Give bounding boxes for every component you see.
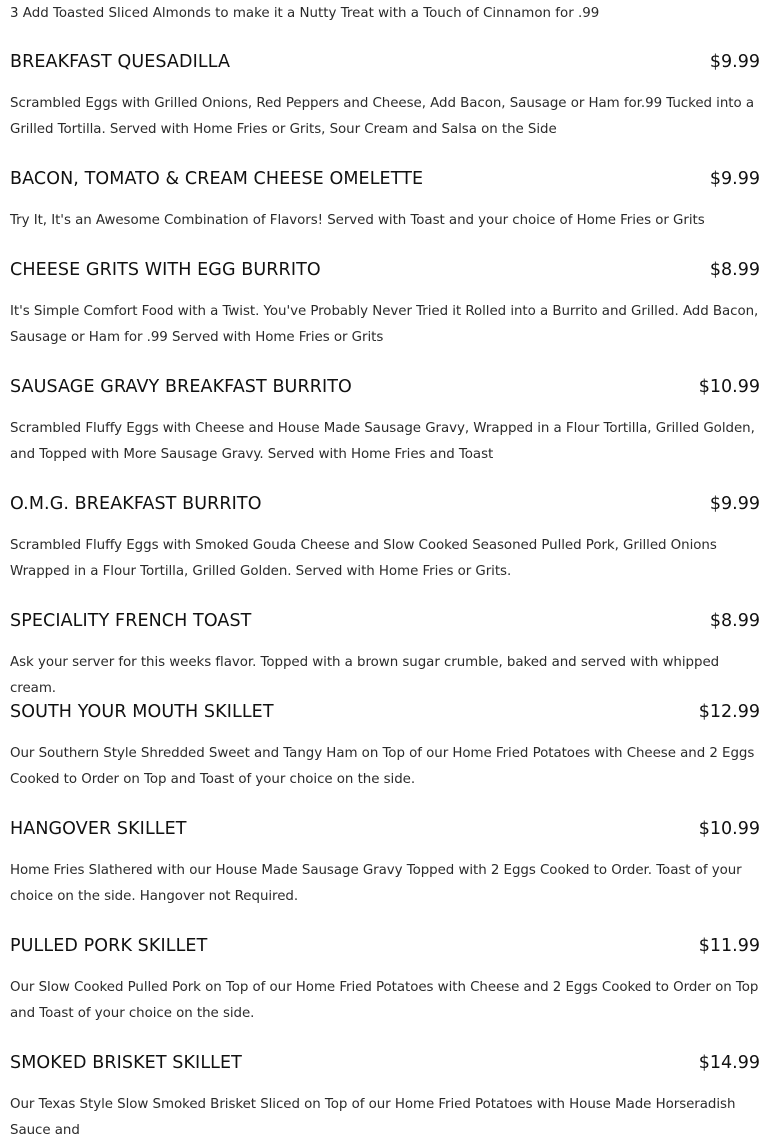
- menu-item-description: It's Simple Comfort Food with a Twist. You've Probably Never Tried it Rolled into a Burrito and Grilled. Add Bacon, Sausage or Ham for .99 Served with Home Fries or Grits: [10, 304, 759, 345]
- menu-item-description: Try It, It's an Awesome Combination of Flavors! Served with Toast and your choice of Home Fries or Grits: [10, 213, 705, 228]
- menu-item-header: [10, 608, 760, 634]
- menu-item-price: $10.99: [698, 377, 760, 397]
- menu-item-name: BREAKFAST QUESADILLA: [10, 52, 231, 72]
- menu-item-pulled-pork-skillet: [10, 933, 760, 1027]
- menu-item-french-toast: [10, 608, 760, 702]
- menu-item-header: [10, 816, 760, 842]
- menu-item-sausage-gravy-burrito: [10, 374, 760, 468]
- menu-item-name: SPECIALITY FRENCH TOAST: [10, 611, 252, 631]
- menu-item-price: $9.99: [709, 52, 760, 72]
- menu-item-price: $9.99: [709, 169, 760, 189]
- menu-item-description: Scrambled Fluffy Eggs with Cheese and House Made Sausage Gravy, Wrapped in a Flour Tortilla, Grilled Golden, and Topped with More Sausage Gravy. Served with Home Fries and Toast: [10, 421, 755, 462]
- menu-item-header: [10, 374, 760, 400]
- menu-item-price: $11.99: [698, 936, 760, 956]
- menu-item-breakfast-quesadilla: [10, 49, 760, 143]
- menu-item-price: $8.99: [709, 260, 760, 280]
- menu-item-name: HANGOVER SKILLET: [10, 819, 187, 839]
- menu-item-price: $8.99: [709, 611, 760, 631]
- menu-intro-text: 3 Add Toasted Sliced Almonds to make it a Nutty Treat with a Touch of Cinnamon for .99: [10, 6, 600, 21]
- menu-item-description: Ask your server for this weeks flavor. Topped with a brown sugar crumble, baked and served with whipped cream.: [10, 655, 720, 696]
- menu-item-bacon-tomato-omelette: [10, 166, 760, 234]
- menu-item-header: [10, 1050, 760, 1076]
- menu-item-description: Our Texas Style Slow Smoked Brisket Sliced on Top of our Home Fried Potatoes with House Made Horseradish Sauce and: [10, 1097, 736, 1138]
- menu-item-header: [10, 491, 760, 517]
- menu-item-smoked-brisket-skillet: [10, 1050, 760, 1144]
- menu-item-name: SAUSAGE GRAVY BREAKFAST BURRITO: [10, 377, 352, 397]
- menu-item-header: [10, 933, 760, 959]
- menu-item-name: BACON, TOMATO & CREAM CHEESE OMELETTE: [10, 169, 424, 189]
- menu-item-south-your-mouth-skillet: [10, 699, 760, 793]
- menu-item-name: SOUTH YOUR MOUTH SKILLET: [10, 702, 274, 722]
- menu-item-header: [10, 49, 760, 75]
- menu-item-name: PULLED PORK SKILLET: [10, 936, 208, 956]
- menu-item-price: $14.99: [698, 1053, 760, 1073]
- menu-item-description: Our Southern Style Shredded Sweet and Tangy Ham on Top of our Home Fried Potatoes with Cheese and 2 Eggs Cooked to Order on Top and Toast of your choice on the side.: [10, 746, 755, 787]
- menu-item-header: [10, 166, 760, 192]
- menu-item-description: Scrambled Fluffy Eggs with Smoked Gouda Cheese and Slow Cooked Seasoned Pulled Pork, Grilled Onions Wrapped in a Flour Tortilla, Grilled Golden. Served with Home Fries or Grits.: [10, 538, 717, 579]
- menu-item-description: Scrambled Eggs with Grilled Onions, Red Peppers and Cheese, Add Bacon, Sausage or Ham for.99 Tucked into a Grilled Tortilla. Served with Home Fries or Grits, Sour Cream and Salsa on the Side: [10, 96, 754, 137]
- menu-item-price: $10.99: [698, 819, 760, 839]
- menu-item-header: [10, 257, 760, 283]
- menu-item-name: O.M.G. BREAKFAST BURRITO: [10, 494, 262, 514]
- menu-item-price: $9.99: [709, 494, 760, 514]
- menu-item-description: Our Slow Cooked Pulled Pork on Top of our Home Fried Potatoes with Cheese and 2 Eggs Cooked to Order on Top and Toast of your choice on the side.: [10, 980, 759, 1021]
- menu-item-hangover-skillet: [10, 816, 760, 910]
- menu-item-name: SMOKED BRISKET SKILLET: [10, 1053, 242, 1073]
- menu-item-name: CHEESE GRITS WITH EGG BURRITO: [10, 260, 321, 280]
- menu-item-description: Home Fries Slathered with our House Made Sausage Gravy Topped with 2 Eggs Cooked to Order. Toast of your choice on the side. Hangover not Required.: [10, 863, 742, 904]
- menu-item-cheese-grits-burrito: [10, 257, 760, 351]
- menu-item-omg-burrito: [10, 491, 760, 585]
- menu-item-price: $12.99: [698, 702, 760, 722]
- menu-item-header: [10, 699, 760, 725]
